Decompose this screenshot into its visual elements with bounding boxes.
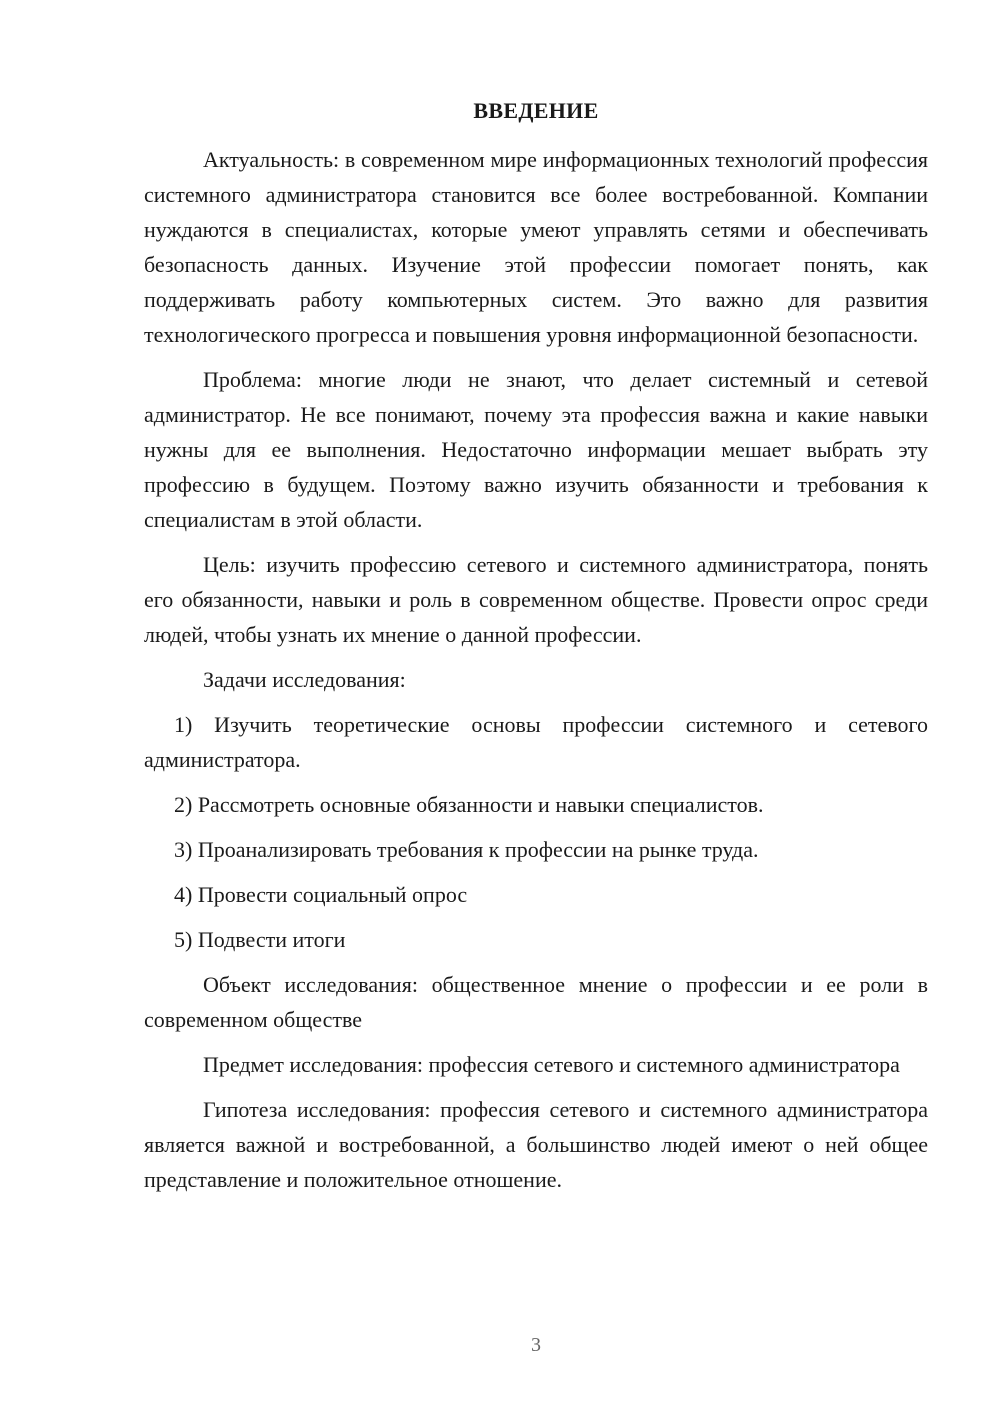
tasks-heading: Задачи исследования: bbox=[203, 667, 406, 692]
object-paragraph: Объект исследования: общественное мнение о профессии и ее роли в современном обществе bbox=[144, 972, 928, 1032]
hypothesis-paragraph: Гипотеза исследования: профессия сетевого и системного администратора является важной и востребованной, а большинство людей имеют о ней общее представление и положительное отношение. bbox=[144, 1097, 928, 1192]
subject-paragraph: Предмет исследования: профессия сетевого и системного администратора bbox=[203, 1052, 900, 1077]
task-item: 5) Подвести итоги bbox=[174, 927, 346, 952]
task-item: 3) Проанализировать требования к профессии на рынке труда. bbox=[174, 837, 759, 862]
task-item: 1) Изучить теоретические основы профессии системного и сетевого администратора. bbox=[144, 712, 928, 772]
page-title: ВВЕДЕНИЕ bbox=[473, 98, 599, 123]
page-content bbox=[144, 96, 928, 1207]
task-item: 2) Рассмотреть основные обязанности и навыки специалистов. bbox=[174, 792, 764, 817]
goal-paragraph: Цель: изучить профессию сетевого и системного администратора, понять его обязанности, навыки и роль в современном обществе. Провести опрос среди людей, чтобы узнать их мнение о данной профессии. bbox=[144, 552, 928, 647]
problem-paragraph: Проблема: многие люди не знают, что делает системный и сетевой администратор. Не все понимают, почему эта профессия важна и какие навыки нужны для ее выполнения. Недостаточно информации мешает выбрать эту профессию в будущем. Поэтому важно изучить обязанности и требования к специалистам в этой области. bbox=[144, 367, 928, 532]
task-item: 4) Провести социальный опрос bbox=[174, 882, 468, 907]
relevance-paragraph: Актуальность: в современном мире информационных технологий профессия системного администратора становится все более востребованной. Компании нуждаются в специалистах, которые умеют управлять сетями и обеспечивать безопасность данных. Изучение этой профессии помогает понять, как поддерживать работу компьютерных систем. Это важно для развития технологического прогресса и повышения уровня информационной безопасности. bbox=[144, 147, 928, 347]
page-number: 3 bbox=[531, 1334, 541, 1356]
